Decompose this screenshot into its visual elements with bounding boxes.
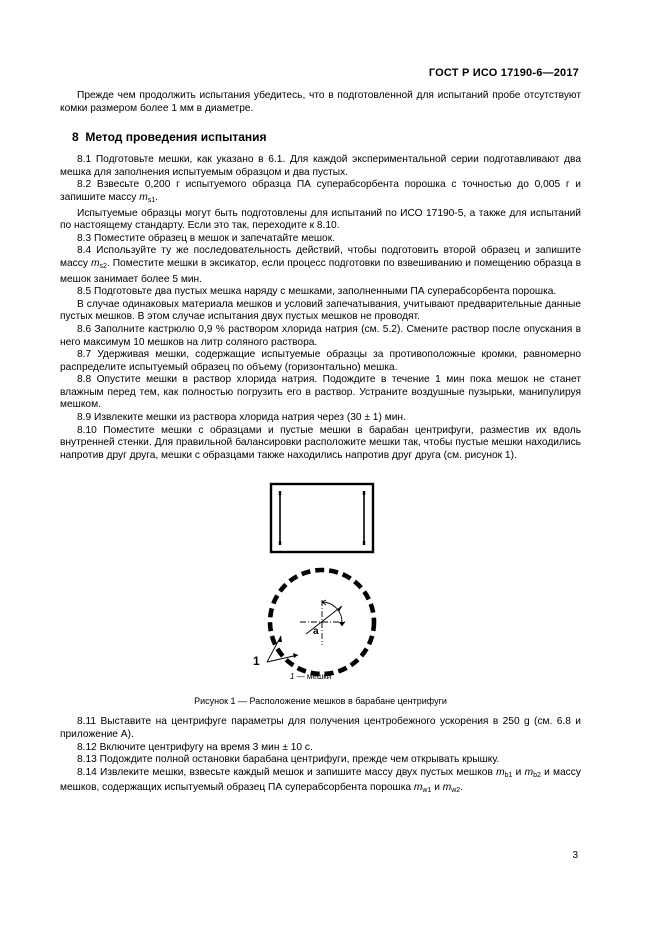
paragraph-8-8: 8.8 Опустите мешки в раствор хлорида натрия. Подождите в течение 1 мин пока мешок не станет влажным перед тем, как полностью погрузить его в раствор. Устраните воздушные пузырьки, манипулируя мешком. <box>60 374 581 411</box>
page-number: 3 <box>572 850 578 861</box>
mass-subscript-w2: w2 <box>451 787 461 795</box>
figure-caption: Рисунок 1 — Расположение мешков в барабане центрифуги <box>194 696 447 707</box>
mass-subscript-s2: s2 <box>99 262 107 270</box>
mass-symbol-mw2: m <box>442 782 452 794</box>
paragraphs-after-figure <box>60 716 581 798</box>
paragraph-8-2-text: 8.2 Взвесьте 0,200 г испытуемого образца ПА суперабсорбента порошка с точностью до 0,005 г и запишите массу <box>60 179 581 203</box>
paragraph-8-4 <box>60 245 581 286</box>
standard-header: ГОСТ Р ИСО 17190-6—2017 <box>428 67 579 79</box>
paragraph-8-12: 8.12 Включите центрифугу на время 3 мин ± 10 с. <box>77 741 313 753</box>
figure-legend <box>290 672 331 681</box>
paragraph-8-5-note: В случае одинаковых материала мешков и условий запечатывания, учитывают предварительные данные пустых мешков. В этом случае испытания двух пустых мешков не проводят. <box>60 298 581 323</box>
paragraph-8-14-rest: и массу мешков, содержащих испытуемый образец ПА суперабсорбента порошка <box>60 766 581 794</box>
legend-text: — мешки <box>296 672 332 682</box>
mass-symbol-mb2: m <box>524 766 534 778</box>
figure-label-a: a <box>313 626 319 638</box>
paragraph-8-2-end: . <box>155 191 158 203</box>
mass-symbol-ms2: m <box>90 257 100 269</box>
paragraph-8-14-text: 8.14 Извлеките мешки, взвесьте каждый мешок и запишите массу двух пустых мешков <box>77 766 493 778</box>
conj-and-1: и <box>515 766 522 778</box>
drum-top-view <box>270 570 374 674</box>
paragraph-8-2-note: Испытуемые образцы могут быть подготовлены для испытаний по ИСО 17190-5, а также для испытаний по настоящему стандарту. Если это так, переходите к 8.10. <box>60 207 581 232</box>
paragraph-8-10: 8.10 Поместите мешки с образцами и пустые мешки в барабан центрифуги, разместив их вдоль внутренней стенки. Для правильной балансировки расположите мешки так, чтобы пустые мешки находились напротив друг друга, мешки с образцами также находились напротив друг друга (см. рисунок 1). <box>60 424 581 461</box>
mass-subscript-b2: b2 <box>533 771 541 779</box>
section-heading <box>72 130 581 144</box>
mass-symbol-mw1: m <box>413 782 423 794</box>
paragraph-8-11: 8.11 Выставите на центрифуге параметры для получения центробежного ускорения в 250 g (см. 6.8 и приложение А). <box>60 716 581 741</box>
legend-number: 1 <box>290 672 295 682</box>
paragraph-8-7: 8.7 Удерживая мешки, содержащие испытуемые образцы за противоположные кромки, равномерно распределите испытуемый образец по объему (горизонтально) мешка. <box>60 349 581 373</box>
paragraph-8-3: 8.3 Поместите образец в мешок и запечатайте мешок. <box>77 232 335 244</box>
paragraph-8-9: 8.9 Извлеките мешки из раствора хлорида натрия через (30 ± 1) мин. <box>77 412 406 424</box>
drum-side-view <box>271 484 373 552</box>
paragraph-8-2 <box>60 179 581 207</box>
document-body <box>60 90 581 798</box>
paragraph-8-6: 8.6 Заполните кастрюлю 0,9 % раствором хлорида натрия (см. 5.2). Смените раствор после опускания в него максимум 10 мешков на литр соляного раствора. <box>60 323 581 348</box>
paragraph-8-4-rest: . Поместите мешки в эксикатор, если процесс подготовки по взвешиванию и помещению образца в мешок занимает более 5 мин. <box>60 257 581 285</box>
paragraph-8-13: 8.13 Подождите полной остановки барабана центрифуги, прежде чем открывать крышку. <box>77 754 500 766</box>
section-title: Метод проведения испытания <box>85 130 267 145</box>
paragraph-8-1: 8.1 Подготовьте мешки, как указано в 6.1. Для каждой экспериментальной серии подготавливают два мешка для заполнения испытуемым образцом и два пустых. <box>60 154 581 178</box>
mass-subscript-s1: s1 <box>147 196 156 204</box>
figure-label-1: 1 <box>253 654 260 669</box>
paragraph-8-4-text: 8.4 Используйте ту же последовательность действий, чтобы подготовить второй образец и запишите массу <box>60 245 581 269</box>
conj-and-2: и <box>434 782 440 794</box>
section-number: 8 <box>72 130 79 145</box>
paragraph-8-5: 8.5 Подготовьте два пустых мешка наряду с мешками, заполненными ПА суперабсорбента порошка. <box>77 286 557 298</box>
mass-symbol-ms1: m <box>139 191 148 203</box>
mass-subscript-b1: b1 <box>504 771 513 779</box>
paragraph-8-14 <box>60 767 581 798</box>
mass-subscript-w1: w1 <box>422 787 432 795</box>
figure-1 <box>60 474 581 706</box>
paragraph-8-14-end: . <box>460 782 464 794</box>
intro-paragraph: Прежде чем продолжить испытания убедитесь, что в подготовленной для испытаний пробе отсутствуют комки размером более 1 мм в диаметре. <box>60 90 581 114</box>
mass-symbol-mb1: m <box>496 766 505 778</box>
